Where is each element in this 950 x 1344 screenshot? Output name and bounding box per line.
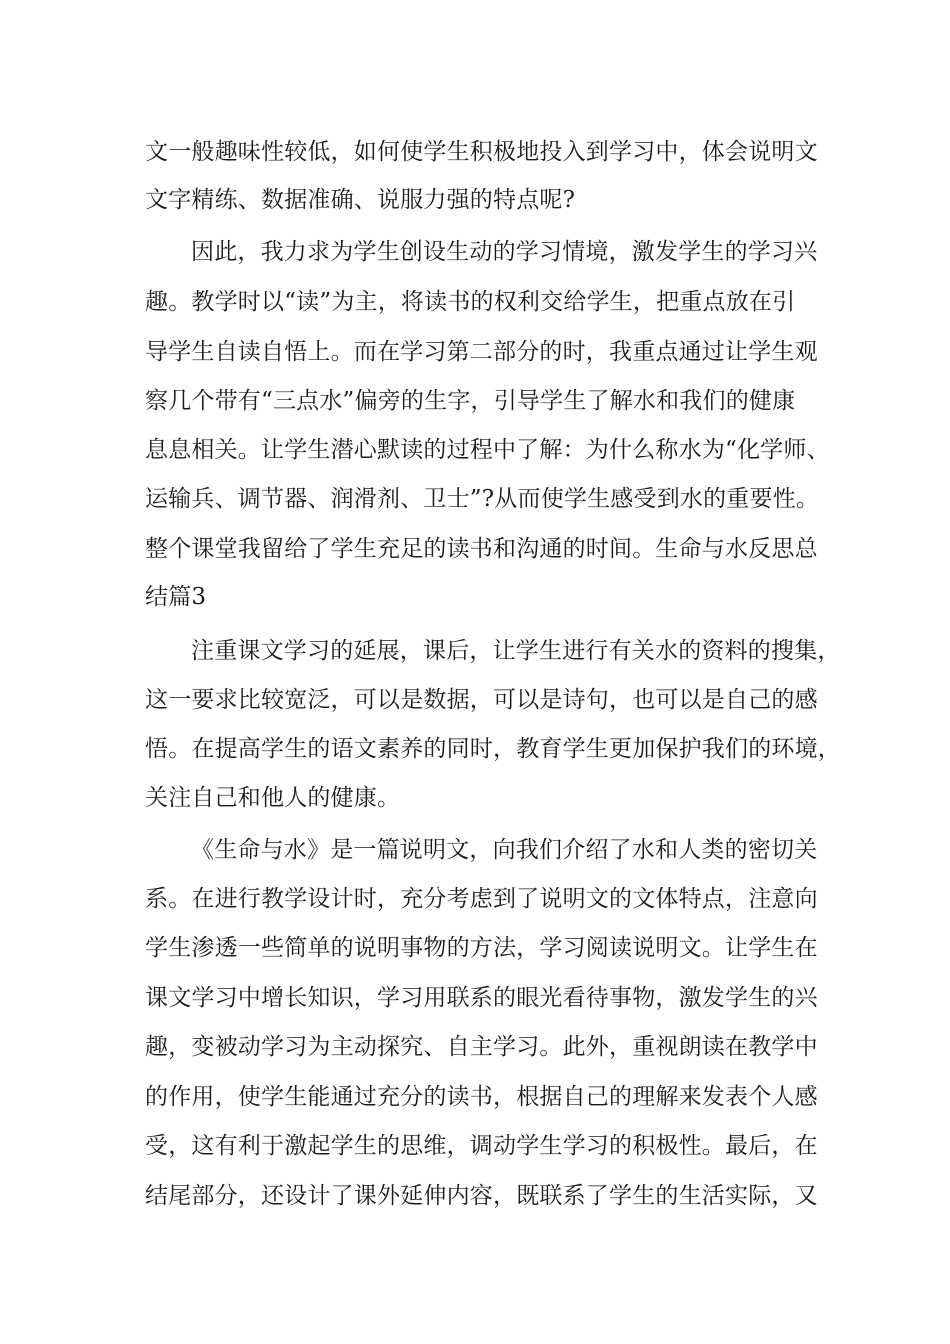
text-line: 察几个带有“三点水”偏旁的生字，引导学生了解水和我们的健康 bbox=[145, 388, 796, 414]
text-line: 文字精练、数据准确、说服力强的特点呢? bbox=[145, 187, 576, 213]
text-line: 这一要求比较宽泛，可以是数据，可以是诗句，也可以是自己的感 bbox=[145, 687, 818, 713]
text-line: 结尾部分，还设计了课外延伸内容，既联系了学生的生活实际，又 bbox=[145, 1183, 818, 1209]
paragraph-start-line: 因此，我力求为学生创设生动的学习情境，激发学生的学习兴 bbox=[191, 239, 818, 265]
text-line: 的作用，使学生能通过充分的读书，根据自己的理解来发表个人感 bbox=[145, 1084, 818, 1110]
text-line: 悟。在提高学生的语文素养的同时，教育学生更加保护我们的环境， bbox=[145, 736, 841, 762]
text-line: 受，这有利于激起学生的思维，调动学生学习的积极性。最后，在 bbox=[145, 1133, 818, 1159]
text-line: 息息相关。让学生潜心默读的过程中了解：为什么称水为“化学师、 bbox=[145, 437, 830, 463]
paragraph-start-line: 《生命与水》是一篇说明文，向我们介绍了水和人类的密切关 bbox=[191, 837, 818, 863]
text-line: 文一般趣味性较低，如何使学生积极地投入到学习中，体会说明文 bbox=[145, 139, 818, 165]
text-line: 整个课堂我留给了学生充足的读书和沟通的时间。生命与水反思总 bbox=[145, 536, 818, 562]
text-line: 结篇3 bbox=[145, 584, 207, 610]
text-line: 导学生自读自悟上。而在学习第二部分的时，我重点通过让学生观 bbox=[145, 339, 818, 365]
text-line: 课文学习中增长知识，学习用联系的眼光看待事物，激发学生的兴 bbox=[145, 985, 818, 1011]
text-line: 系。在进行教学设计时，充分考虑到了说明文的文体特点，注意向 bbox=[145, 886, 818, 912]
text-line: 趣，变被动学习为主动探究、自主学习。此外，重视朗读在教学中 bbox=[145, 1034, 818, 1060]
text-line: 运输兵、调节器、润滑剂、卫士”?从而使学生感受到水的重要性。 bbox=[145, 486, 820, 512]
text-line: 学生渗透一些简单的说明事物的方法，学习阅读说明文。让学生在 bbox=[145, 935, 818, 961]
text-line: 趣。教学时以“读”为主，将读书的权利交给学生，把重点放在引 bbox=[145, 289, 796, 315]
text-line: 关注自己和他人的健康。 bbox=[145, 785, 401, 811]
paragraph-start-line: 注重课文学习的延展，课后，让学生进行有关水的资料的搜集， bbox=[191, 638, 841, 664]
